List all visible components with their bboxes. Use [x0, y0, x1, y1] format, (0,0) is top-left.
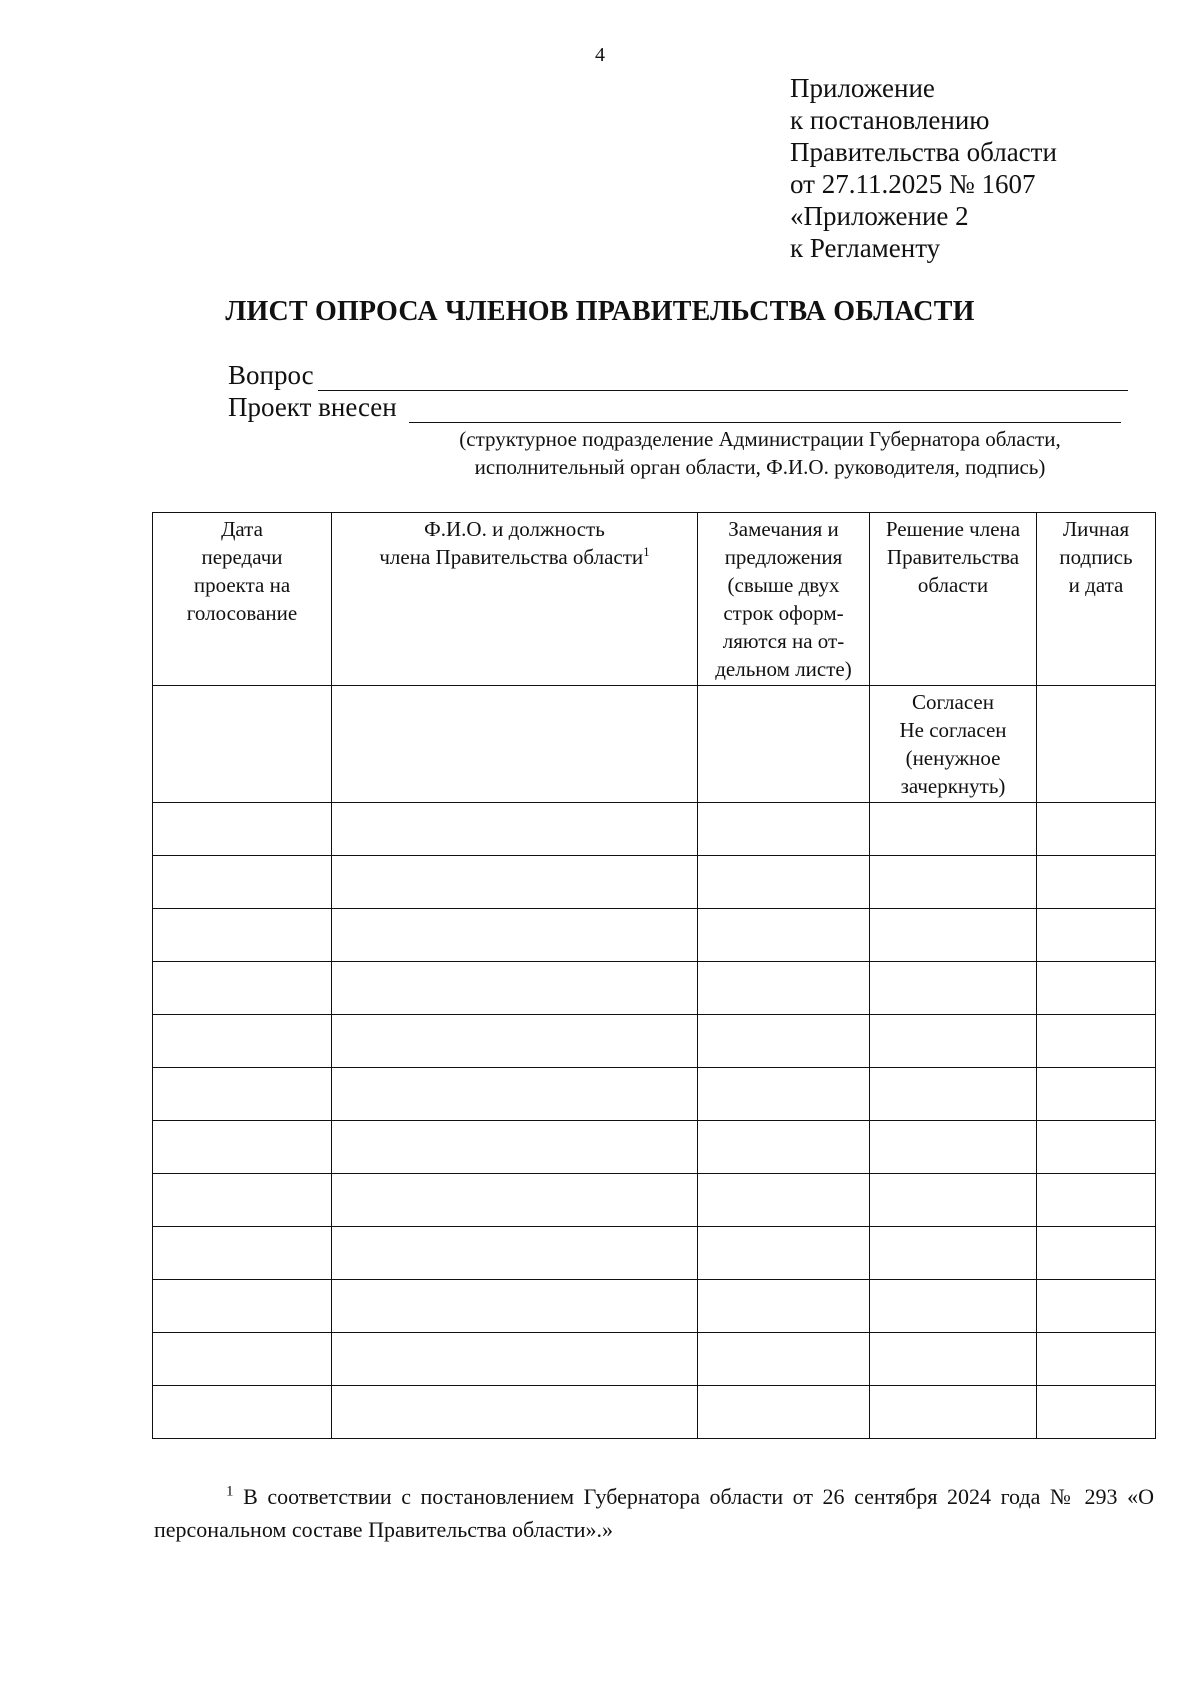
header-remarks: [698, 513, 870, 686]
cell-decision[interactable]: [870, 803, 1037, 856]
cell-decision[interactable]: [870, 686, 1037, 803]
header-text: подпись: [1059, 545, 1133, 569]
header-text: строк оформ-: [723, 601, 844, 625]
cell-decision[interactable]: [870, 856, 1037, 909]
cell-date[interactable]: [153, 909, 332, 962]
cell-decision[interactable]: [870, 1121, 1037, 1174]
cell-fio[interactable]: [332, 1174, 698, 1227]
cell-signature[interactable]: [1037, 1333, 1156, 1386]
cell-remarks[interactable]: [698, 1121, 870, 1174]
cell-remarks[interactable]: [698, 1174, 870, 1227]
cell-remarks[interactable]: [698, 686, 870, 803]
decision-note: зачеркнуть): [900, 774, 1006, 798]
cell-fio[interactable]: [332, 1227, 698, 1280]
question-field: [228, 360, 1128, 391]
header-date: [153, 513, 332, 686]
poll-table: [152, 512, 1156, 1439]
cell-fio[interactable]: [332, 1333, 698, 1386]
cell-decision[interactable]: [870, 1174, 1037, 1227]
table-row: [153, 803, 1156, 856]
cell-decision[interactable]: [870, 962, 1037, 1015]
cell-signature[interactable]: [1037, 1227, 1156, 1280]
cell-remarks[interactable]: [698, 1333, 870, 1386]
cell-fio[interactable]: [332, 686, 698, 803]
hint-line: исполнительный орган области, Ф.И.О. руководителя, подпись): [474, 455, 1046, 479]
appendix-line: к Регламенту: [790, 233, 941, 263]
cell-date[interactable]: [153, 1015, 332, 1068]
cell-remarks[interactable]: [698, 1227, 870, 1280]
cell-signature[interactable]: [1037, 856, 1156, 909]
header-text: области: [917, 573, 989, 597]
table-row: [153, 1015, 1156, 1068]
project-blank-line[interactable]: [409, 396, 1121, 423]
cell-decision[interactable]: [870, 1280, 1037, 1333]
header-text: Дата: [221, 517, 263, 541]
cell-decision[interactable]: [870, 1227, 1037, 1280]
header-fio: [332, 513, 698, 686]
cell-fio[interactable]: [332, 1121, 698, 1174]
header-text: и дата: [1068, 573, 1124, 597]
cell-date[interactable]: [153, 1386, 332, 1439]
table-row: [153, 1386, 1156, 1439]
header-text: Замечания и: [728, 517, 839, 541]
cell-signature[interactable]: [1037, 1068, 1156, 1121]
project-field: [228, 392, 1121, 423]
cell-remarks[interactable]: [698, 803, 870, 856]
cell-fio[interactable]: [332, 909, 698, 962]
appendix-line: «Приложение 2: [790, 201, 969, 231]
cell-fio[interactable]: [332, 1068, 698, 1121]
hint-line: (структурное подразделение Администрации Губернатора области,: [459, 427, 1061, 451]
cell-signature[interactable]: [1037, 1121, 1156, 1174]
cell-date[interactable]: [153, 1227, 332, 1280]
cell-date[interactable]: [153, 856, 332, 909]
cell-date[interactable]: [153, 1174, 332, 1227]
header-text: (свыше двух: [727, 573, 840, 597]
cell-remarks[interactable]: [698, 909, 870, 962]
table-row: [153, 1227, 1156, 1280]
header-text: дельном листе): [715, 657, 852, 681]
header-text: Правительства: [886, 545, 1020, 569]
appendix-line: Приложение: [790, 73, 935, 103]
footnote-mark: 1: [643, 544, 650, 559]
question-label: Вопрос: [228, 360, 314, 390]
cell-fio[interactable]: [332, 962, 698, 1015]
table-row: [153, 1333, 1156, 1386]
cell-remarks[interactable]: [698, 962, 870, 1015]
cell-date[interactable]: [153, 1068, 332, 1121]
header-text: ляются на от-: [722, 629, 845, 653]
cell-fio[interactable]: [332, 803, 698, 856]
table-row: [153, 962, 1156, 1015]
footnote-mark: 1: [226, 1483, 234, 1500]
cell-fio[interactable]: [332, 856, 698, 909]
decision-note: (ненужное: [905, 746, 1001, 770]
header-signature: [1037, 513, 1156, 686]
cell-signature[interactable]: [1037, 1015, 1156, 1068]
header-decision: [870, 513, 1037, 686]
cell-signature[interactable]: [1037, 1280, 1156, 1333]
cell-decision[interactable]: [870, 1068, 1037, 1121]
cell-remarks[interactable]: [698, 1068, 870, 1121]
cell-remarks[interactable]: [698, 1015, 870, 1068]
cell-remarks[interactable]: [698, 856, 870, 909]
cell-date[interactable]: [153, 686, 332, 803]
appendix-line: Правительства области: [790, 137, 1057, 167]
footnote: [154, 1480, 1154, 1546]
header-text: члена Правительства области: [379, 545, 644, 569]
table-row: [153, 856, 1156, 909]
cell-date[interactable]: [153, 962, 332, 1015]
header-text: проекта на: [193, 573, 291, 597]
cell-date[interactable]: [153, 803, 332, 856]
cell-decision[interactable]: [870, 1015, 1037, 1068]
cell-date[interactable]: [153, 1333, 332, 1386]
cell-signature[interactable]: [1037, 803, 1156, 856]
table-row: [153, 1174, 1156, 1227]
table-row: [153, 1280, 1156, 1333]
cell-decision[interactable]: [870, 1386, 1037, 1439]
document-title: ЛИСТ ОПРОСА ЧЛЕНОВ ПРАВИТЕЛЬСТВА ОБЛАСТИ: [225, 296, 975, 327]
table-row: [153, 686, 1156, 803]
header-text: передачи: [201, 545, 283, 569]
cell-signature[interactable]: [1037, 686, 1156, 803]
table-row: [153, 1121, 1156, 1174]
cell-fio[interactable]: [332, 1386, 698, 1439]
cell-signature[interactable]: [1037, 909, 1156, 962]
cell-signature[interactable]: [1037, 1386, 1156, 1439]
header-text: Ф.И.О. и должность: [424, 517, 605, 541]
cell-decision[interactable]: [870, 1333, 1037, 1386]
header-text: предложения: [724, 545, 843, 569]
header-text: Личная: [1062, 517, 1130, 541]
appendix-line: к постановлению: [790, 105, 990, 135]
page-number: 4: [595, 44, 605, 66]
table-row: [153, 909, 1156, 962]
footnote-text: В соответствии с постановлением Губернатора области от 26 сентября 2024 года № 293 «О персональном составе Правительства области».»: [154, 1484, 1155, 1542]
cell-signature[interactable]: [1037, 1174, 1156, 1227]
cell-remarks[interactable]: [698, 1280, 870, 1333]
cell-decision[interactable]: [870, 909, 1037, 962]
header-text: Решение члена: [885, 517, 1021, 541]
question-blank-line[interactable]: [318, 364, 1128, 391]
appendix-block: [790, 72, 1057, 264]
table-header-row: [153, 513, 1156, 686]
header-text: голосование: [186, 601, 298, 625]
cell-date[interactable]: [153, 1121, 332, 1174]
project-field-hint: [400, 425, 1120, 481]
project-label: Проект внесен: [228, 392, 397, 422]
cell-fio[interactable]: [332, 1280, 698, 1333]
decision-option-agree: Согласен: [912, 690, 994, 714]
table-row: [153, 1068, 1156, 1121]
cell-remarks[interactable]: [698, 1386, 870, 1439]
cell-signature[interactable]: [1037, 962, 1156, 1015]
cell-date[interactable]: [153, 1280, 332, 1333]
appendix-line: от 27.11.2025 № 1607: [790, 169, 1036, 199]
cell-fio[interactable]: [332, 1015, 698, 1068]
decision-option-disagree: Не согласен: [899, 718, 1007, 742]
